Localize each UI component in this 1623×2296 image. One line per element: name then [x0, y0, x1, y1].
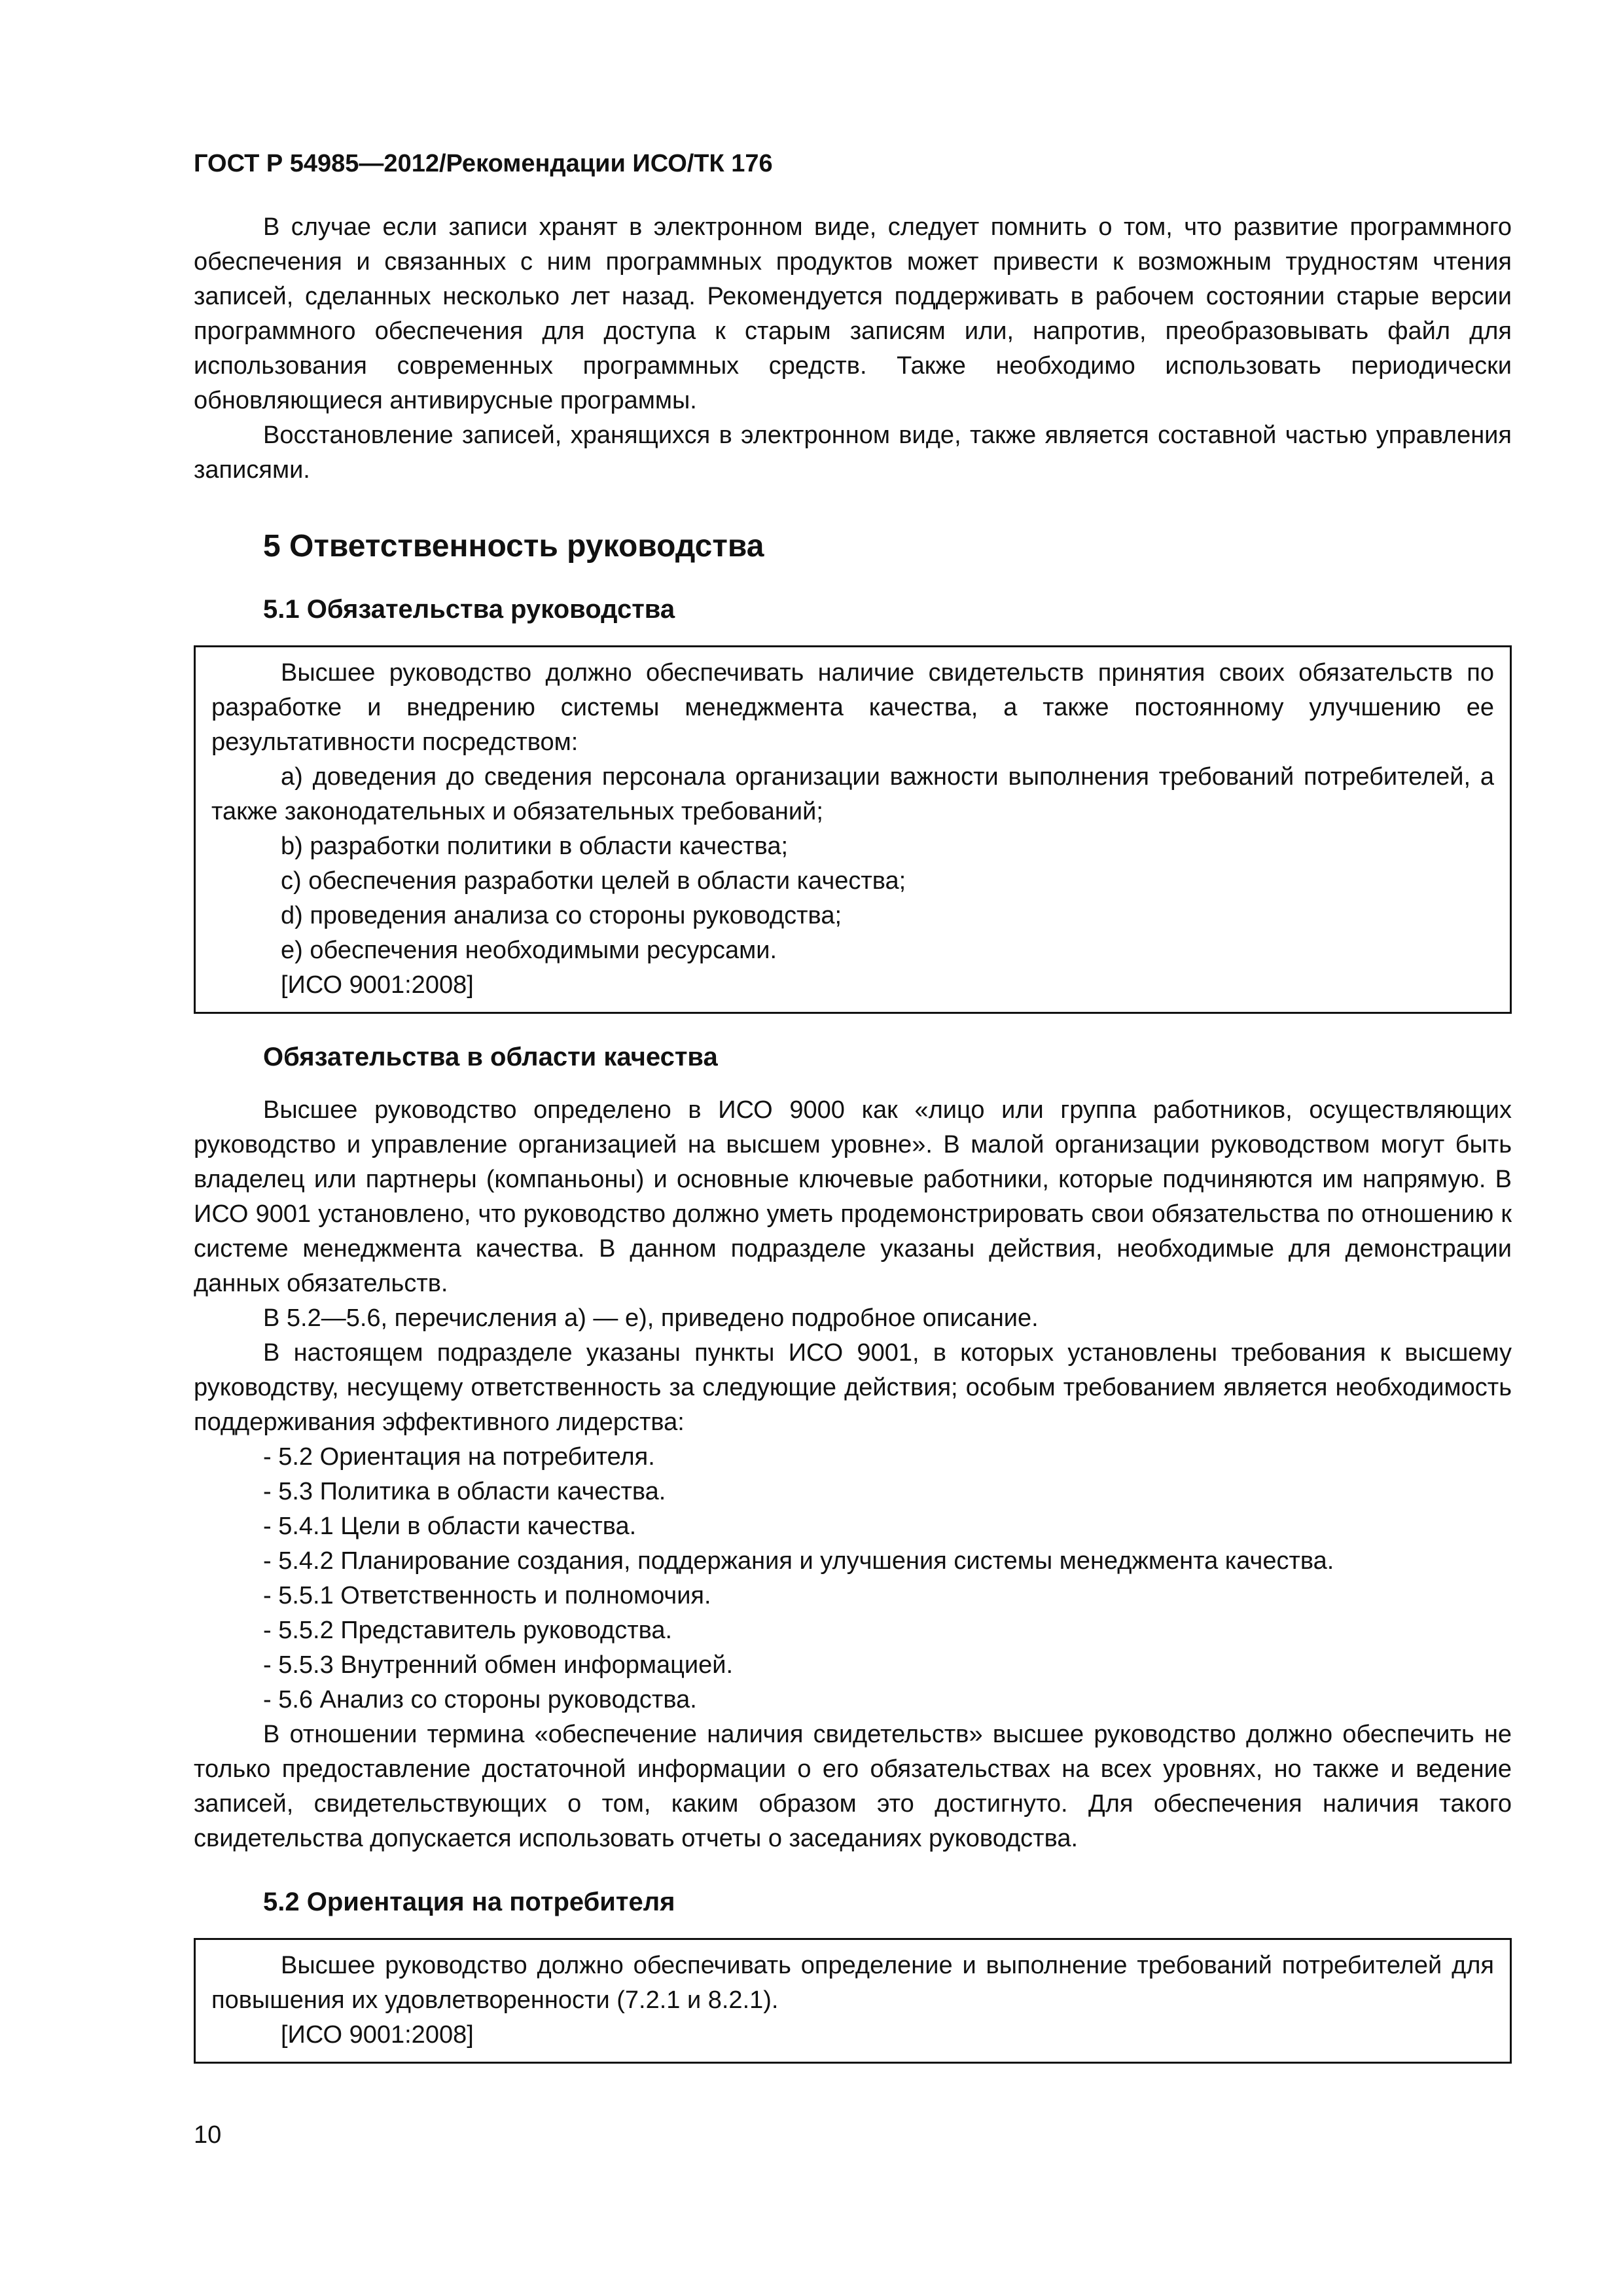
- requirement-item-e: е) обеспечения необходимыми ресурсами.: [281, 937, 777, 964]
- section-5-heading: 5 Ответственность руководства: [263, 529, 764, 564]
- list-item: - 5.4.2 Планирование создания, поддержания и улучшения системы менеджмента качества.: [263, 1547, 1334, 1575]
- list-item: - 5.5.1 Ответственность и полномочия.: [263, 1582, 711, 1609]
- commitments-paragraph-2: В 5.2—5.6, перечисления а) — е), приведено подробное описание.: [263, 1304, 1039, 1332]
- commitments-paragraph-3: В настоящем подразделе указаны пункты ИСО 9001, в которых установлены требования к высшему руководству, несущему ответственность за следующие действия; особым требованием является необходимость поддерживания эффективного лидерства:: [194, 1339, 1512, 1436]
- running-header: ГОСТ Р 54985—2012/Рекомендации ИСО/ТК 176: [194, 150, 773, 177]
- iso-requirement-box-5-1: [194, 645, 1512, 1014]
- iso-citation: [ИСО 9001:2008]: [281, 971, 474, 999]
- list-item: - 5.5.3 Внутренний обмен информацией.: [263, 1651, 734, 1679]
- requirement-item-d: d) проведения анализа со стороны руководства;: [281, 902, 842, 929]
- list-item: - 5.4.1 Цели в области качества.: [263, 1513, 637, 1540]
- requirement-item-a: а) доведения до сведения персонала организации важности выполнения требований потребителей, а также законодательных и обязательных требований;: [211, 763, 1494, 825]
- requirement-item-b: b) разработки политики в области качества;: [281, 833, 789, 860]
- commitments-heading: Обязательства в области качества: [263, 1043, 718, 1071]
- list-item: - 5.3 Политика в области качества.: [263, 1478, 666, 1505]
- page-content: [194, 147, 1512, 2090]
- commitments-paragraph-1: Высшее руководство определено в ИСО 9000 как «лицо или группа работников, осуществляющих руководство и управление организацией на высшем уровне». В малой организации руководством могут быть владелец или партнеры (компаньоны) и основные ключевые работники, которые подчиняются им напрямую. В ИСО 9001 установлено, что руководство должно уметь продемонстрировать свои обязательства по отношению к системе менеджмента качества. В данном подразделе указаны действия, необходимые для демонстрации данных обязательств.: [194, 1096, 1512, 1297]
- iso-citation: [ИСО 9001:2008]: [281, 2021, 474, 2049]
- list-item: - 5.2 Ориентация на потребителя.: [263, 1443, 655, 1471]
- intro-paragraph-2: Восстановление записей, хранящихся в электронном виде, также является составной частью управления записями.: [194, 422, 1512, 484]
- list-item: - 5.6 Анализ со стороны руководства.: [263, 1686, 697, 1713]
- page-number: 10: [194, 2121, 222, 2149]
- intro-paragraph-1: В случае если записи хранят в электронном виде, следует помнить о том, что развитие программного обеспечения и связанных с ним программных продуктов может привести к возможным трудностям чтения записей, сделанных несколько лет назад. Рекомендуется поддерживать в рабочем состоянии старые версии программного обеспечения для доступа к старым записям или, напротив, преобразовывать файл для использования современных программных средств. Также необходимо использовать периодически обновляющиеся антивирусные программы.: [194, 213, 1512, 414]
- list-item: - 5.5.2 Представитель руководства.: [263, 1617, 673, 1644]
- commitments-paragraph-4: В отношении термина «обеспечение наличия свидетельств» высшее руководство должно обеспечить не только предоставление достаточной информации о его обязательствах на всех уровнях, но также и ведение записей, свидетельствующих о том, каким образом это достигнуто. Для обеспечения наличия такого свидетельства допускается использовать отчеты о заседаниях руководства.: [194, 1721, 1512, 1852]
- section-5-1-heading: 5.1 Обязательства руководства: [263, 595, 675, 624]
- requirement-item-c: c) обеспечения разработки целей в области качества;: [281, 867, 906, 895]
- requirement-text: Высшее руководство должно обеспечивать наличие свидетельств принятия своих обязательств по разработке и внедрению системы менеджмента качества, а также постоянному улучшению ее результативности посредством:: [211, 659, 1494, 756]
- section-5-2-heading: 5.2 Ориентация на потребителя: [263, 1888, 675, 1916]
- requirement-text: Высшее руководство должно обеспечивать определение и выполнение требований потребителей для повышения их удовлетворенности (7.2.1 и 8.2.1).: [211, 1952, 1494, 2014]
- iso-requirement-box-5-2: [194, 1938, 1512, 2064]
